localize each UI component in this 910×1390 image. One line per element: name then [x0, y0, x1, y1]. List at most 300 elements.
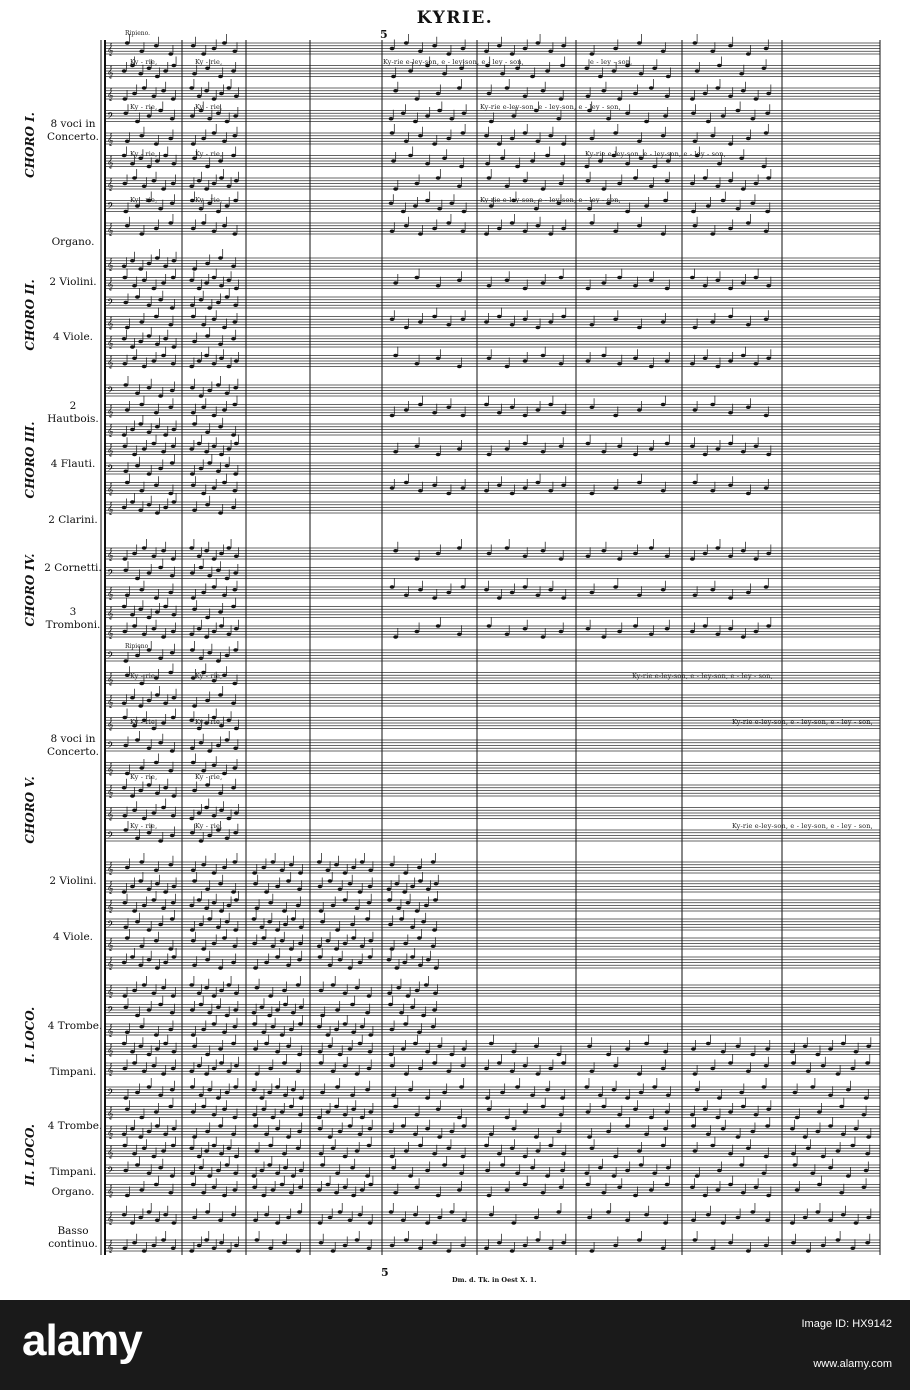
note-head — [541, 450, 546, 454]
note-head — [201, 221, 206, 225]
note-head — [216, 568, 221, 572]
note-head — [523, 131, 528, 135]
note-head — [535, 1072, 540, 1076]
note-head — [360, 860, 365, 864]
note-head — [205, 887, 210, 891]
note-head — [189, 1069, 194, 1073]
note-head — [216, 210, 221, 214]
note-head — [163, 1132, 168, 1136]
note-head — [728, 627, 733, 631]
lyric-kyrie-4: Ky - rie, — [195, 103, 223, 111]
note-head — [171, 182, 176, 186]
note-head — [222, 772, 227, 776]
note-head — [703, 284, 708, 288]
note-head — [154, 411, 159, 415]
note-head — [189, 718, 194, 722]
note-head — [459, 165, 464, 169]
note-head — [721, 114, 726, 118]
note-head — [130, 794, 135, 798]
note-head — [234, 442, 239, 446]
lyric-kyrie-11: Ky - rie, — [130, 718, 158, 726]
note-head — [222, 1194, 227, 1198]
note-head — [766, 552, 771, 556]
note-head — [130, 162, 135, 166]
note-head — [233, 571, 238, 575]
note-head — [368, 1183, 373, 1187]
note-head — [233, 648, 238, 652]
measure-number-top: 5 — [380, 28, 388, 41]
note-head — [122, 1246, 127, 1250]
note-head — [139, 49, 144, 53]
note-head — [649, 632, 654, 636]
note-head — [510, 405, 515, 409]
note-head — [122, 814, 127, 818]
note-head — [231, 69, 236, 73]
note-head — [548, 320, 553, 324]
note-head — [190, 746, 195, 750]
note-head — [691, 1047, 696, 1051]
note-head — [548, 1144, 553, 1148]
note-head — [205, 1053, 210, 1057]
label-voci-concerto-1: 8 voci in Concerto. — [47, 118, 99, 143]
note-head — [130, 1221, 135, 1225]
lyric-kyrie-14: Ky - rie, — [195, 773, 223, 781]
note-head — [586, 627, 591, 631]
note-head — [199, 1093, 204, 1097]
note-head — [606, 1210, 611, 1214]
note-head — [418, 320, 423, 324]
note-head — [171, 259, 176, 263]
note-head — [170, 834, 175, 838]
note-head — [790, 1050, 795, 1054]
clef-icon: 𝄞 — [107, 1212, 114, 1225]
note-head — [401, 1047, 406, 1051]
note-head — [601, 187, 606, 191]
note-head — [161, 1238, 166, 1242]
note-head — [130, 955, 135, 959]
note-head — [661, 1144, 666, 1148]
note-head — [661, 49, 666, 53]
note-head — [171, 1127, 176, 1131]
note-head — [147, 66, 152, 70]
note-head — [138, 1135, 143, 1139]
note-head — [231, 264, 236, 268]
note-head — [589, 137, 594, 141]
note-head — [338, 887, 343, 891]
note-head — [280, 1183, 285, 1187]
note-head — [728, 483, 733, 487]
note-head — [219, 808, 224, 812]
note-head — [325, 868, 330, 872]
note-head — [161, 986, 166, 990]
note-head — [750, 117, 755, 121]
note-head — [135, 920, 140, 924]
note-head — [226, 546, 231, 550]
note-head — [523, 1183, 528, 1187]
note-head — [489, 1042, 494, 1046]
note-head — [325, 939, 330, 943]
note-head — [601, 1191, 606, 1195]
note-head — [189, 632, 194, 636]
note-head — [348, 882, 353, 886]
note-head — [548, 134, 553, 138]
note-head — [161, 89, 166, 93]
note-head — [155, 342, 160, 346]
note-head — [271, 860, 276, 864]
note-head — [190, 928, 195, 932]
note-head — [691, 1218, 696, 1222]
note-head — [147, 503, 152, 507]
note-head — [828, 1047, 833, 1051]
choir-label-1: CHORO I. — [23, 112, 37, 178]
note-head — [253, 966, 258, 970]
note-head — [298, 942, 303, 946]
note-head — [122, 1213, 127, 1217]
note-head — [122, 961, 127, 965]
note-head — [449, 117, 454, 121]
note-head — [358, 890, 363, 894]
clef-icon: 𝄞 — [107, 957, 114, 970]
note-head — [358, 1132, 363, 1136]
note-head — [368, 1110, 373, 1114]
note-head — [766, 92, 771, 96]
note-head — [197, 898, 202, 902]
note-head — [741, 635, 746, 639]
note-head — [123, 1005, 128, 1009]
note-head — [138, 704, 143, 708]
note-head — [130, 345, 135, 349]
clef-icon: 𝄞 — [107, 316, 114, 330]
note-head — [271, 944, 276, 948]
note-head — [414, 630, 419, 634]
note-head — [457, 632, 462, 636]
note-head — [617, 444, 622, 448]
note-head — [233, 746, 238, 750]
note-head — [617, 362, 622, 366]
note-head — [484, 134, 489, 138]
note-head — [261, 1030, 266, 1034]
note-head — [201, 137, 206, 141]
note-head — [286, 1135, 291, 1139]
note-head — [387, 958, 392, 962]
note-head — [436, 176, 441, 180]
note-head — [355, 1238, 360, 1242]
note-head — [343, 1185, 348, 1189]
note-head — [764, 1244, 769, 1248]
clef-icon: 𝄞 — [107, 502, 114, 515]
note-head — [535, 224, 540, 228]
note-head — [559, 276, 564, 280]
note-head — [205, 1130, 210, 1134]
note-head — [350, 1003, 355, 1007]
note-head — [446, 591, 451, 595]
note-head — [559, 182, 564, 186]
note-head — [320, 1014, 325, 1018]
label-flauti: 4 Flauti. — [50, 458, 96, 470]
note-head — [663, 1050, 668, 1054]
note-head — [222, 1107, 227, 1111]
note-head — [212, 47, 217, 51]
note-head — [535, 326, 540, 330]
note-head — [151, 727, 156, 731]
note-head — [171, 97, 176, 101]
note-head — [589, 323, 594, 327]
note-head — [367, 1246, 372, 1250]
note-head — [218, 75, 223, 79]
note-head — [189, 546, 194, 550]
note-head — [207, 651, 212, 655]
note-head — [446, 492, 451, 496]
note-head — [331, 983, 336, 987]
note-head — [271, 1116, 276, 1120]
note-head — [665, 442, 670, 446]
note-head — [841, 1213, 846, 1217]
note-head — [541, 1191, 546, 1195]
note-head — [142, 1069, 147, 1073]
note-head — [431, 1025, 436, 1029]
note-head — [268, 1246, 273, 1250]
note-head — [836, 1072, 841, 1076]
note-head — [865, 1061, 870, 1065]
note-head — [123, 925, 128, 929]
note-head — [204, 549, 209, 553]
note-head — [222, 866, 227, 870]
note-head — [489, 204, 494, 208]
note-head — [170, 201, 175, 205]
note-head — [693, 408, 698, 412]
note-head — [418, 1067, 423, 1071]
note-head — [122, 264, 127, 268]
note-head — [368, 1050, 373, 1054]
note-head — [219, 453, 224, 457]
note-head — [232, 1188, 237, 1192]
note-head — [226, 86, 231, 90]
note-head — [746, 492, 751, 496]
note-head — [410, 955, 415, 959]
note-head — [457, 1188, 462, 1192]
note-head — [613, 131, 618, 135]
note-head — [617, 182, 622, 186]
label-timpani-2: Timpani. — [49, 1166, 97, 1178]
note-head — [665, 179, 670, 183]
note-head — [368, 1221, 373, 1225]
note-head — [389, 1053, 394, 1057]
note-head — [389, 117, 394, 121]
note-head — [690, 630, 695, 634]
note-head — [216, 383, 221, 387]
note-head — [633, 624, 638, 628]
note-head — [436, 552, 441, 556]
note-head — [199, 566, 204, 570]
note-head — [219, 552, 224, 556]
note-head — [158, 467, 163, 471]
note-head — [586, 442, 591, 446]
note-head — [254, 1149, 259, 1153]
note-head — [222, 326, 227, 330]
note-head — [484, 588, 489, 592]
clef-icon: 𝄢 — [107, 740, 115, 753]
note-head — [750, 1053, 755, 1057]
note-head — [234, 727, 239, 731]
note-head — [561, 315, 566, 319]
note-head — [232, 232, 237, 236]
note-head — [319, 909, 324, 913]
note-head — [275, 955, 280, 959]
note-head — [138, 607, 143, 611]
note-head — [201, 52, 206, 56]
note-head — [510, 591, 515, 595]
note-head — [142, 1249, 147, 1253]
note-head — [803, 1135, 808, 1139]
label-viole-5: 4 Viole. — [52, 931, 93, 943]
note-head — [365, 917, 370, 921]
note-head — [633, 284, 638, 288]
note-head — [275, 928, 280, 932]
note-head — [446, 1069, 451, 1073]
note-head — [587, 1135, 592, 1139]
note-head — [661, 1246, 666, 1250]
note-head — [212, 942, 217, 946]
note-head — [122, 1132, 127, 1136]
note-head — [163, 506, 168, 510]
note-head — [637, 41, 642, 45]
note-head — [222, 408, 227, 412]
clef-icon: 𝄢 — [107, 1165, 115, 1178]
note-head — [252, 1185, 257, 1189]
note-head — [351, 1107, 356, 1111]
note-head — [586, 1183, 591, 1187]
note-head — [421, 920, 426, 924]
clef-icon: 𝄞 — [107, 424, 114, 437]
note-head — [442, 72, 447, 76]
note-head — [147, 783, 152, 787]
note-head — [161, 1072, 166, 1076]
note-head — [218, 1124, 223, 1128]
note-head — [561, 1241, 566, 1245]
note-head — [122, 701, 127, 705]
note-head — [534, 207, 539, 211]
lyric-kyrie-long-3: Ky-rie e-ley-son, e - ley-son, e - ley - son, — [585, 150, 726, 158]
note-head — [690, 182, 695, 186]
note-head — [201, 947, 206, 951]
label-violini-2: 2 Violini. — [49, 276, 97, 288]
note-head — [317, 860, 322, 864]
note-head — [158, 839, 163, 843]
note-head — [218, 1218, 223, 1222]
note-head — [122, 433, 127, 437]
note-head — [761, 165, 766, 169]
note-head — [225, 654, 230, 658]
note-head — [741, 1191, 746, 1195]
note-head — [135, 654, 140, 658]
note-head — [766, 284, 771, 288]
note-head — [254, 1072, 259, 1076]
clef-icon: 𝄢 — [107, 919, 115, 932]
note-head — [216, 925, 221, 929]
note-head — [401, 1218, 406, 1222]
note-head — [130, 613, 135, 617]
note-head — [442, 1091, 447, 1095]
note-head — [703, 453, 708, 457]
note-head — [457, 447, 462, 451]
note-head — [207, 389, 212, 393]
note-head — [343, 991, 348, 995]
note-head — [728, 1241, 733, 1245]
note-head — [432, 483, 437, 487]
note-head — [461, 486, 466, 490]
note-head — [207, 1174, 212, 1178]
note-head — [138, 789, 143, 793]
note-head — [122, 901, 127, 905]
note-head — [335, 1008, 340, 1012]
note-head — [393, 450, 398, 454]
note-head — [613, 317, 618, 321]
note-head — [147, 430, 152, 434]
note-head — [204, 281, 209, 285]
note-head — [446, 405, 451, 409]
note-head — [586, 359, 591, 363]
note-head — [559, 1185, 564, 1189]
note-head — [461, 1064, 466, 1068]
note-head — [487, 1107, 492, 1111]
note-head — [442, 1163, 447, 1167]
note-head — [275, 1171, 280, 1175]
note-head — [132, 1152, 137, 1156]
note-head — [505, 546, 510, 550]
note-head — [154, 142, 159, 146]
note-head — [142, 447, 147, 451]
label-organo-2: Organo. — [51, 1186, 95, 1198]
note-head — [535, 139, 540, 143]
note-head — [147, 571, 152, 575]
note-head — [151, 991, 156, 995]
note-head — [613, 486, 618, 490]
note-head — [764, 47, 769, 51]
note-head — [168, 1191, 173, 1195]
note-head — [275, 1221, 280, 1225]
note-head — [511, 1127, 516, 1131]
note-head — [283, 1093, 288, 1097]
note-head — [841, 1042, 846, 1046]
note-head — [390, 585, 395, 589]
note-head — [649, 447, 654, 451]
note-head — [155, 1047, 160, 1051]
clef-icon: 𝄞 — [107, 1063, 114, 1076]
note-head — [403, 1022, 408, 1026]
note-head — [317, 1116, 322, 1120]
note-head — [613, 1244, 618, 1248]
note-head — [803, 1044, 808, 1048]
note-head — [710, 403, 715, 407]
note-head — [754, 276, 759, 280]
note-head — [424, 983, 429, 987]
note-head — [736, 1216, 741, 1220]
note-head — [652, 165, 657, 169]
note-head — [457, 1116, 462, 1120]
note-head — [268, 901, 273, 905]
note-head — [404, 481, 409, 485]
note-head — [259, 1169, 264, 1173]
note-head — [425, 1050, 430, 1054]
label-basso-continuo: Basso continuo. — [48, 1225, 98, 1250]
note-head — [587, 207, 592, 211]
ripieno-mark-mid: Ripieno — [125, 643, 149, 650]
note-head — [666, 159, 671, 163]
note-head — [418, 403, 423, 407]
note-head — [399, 917, 404, 921]
note-head — [289, 863, 294, 867]
note-head — [171, 613, 176, 617]
